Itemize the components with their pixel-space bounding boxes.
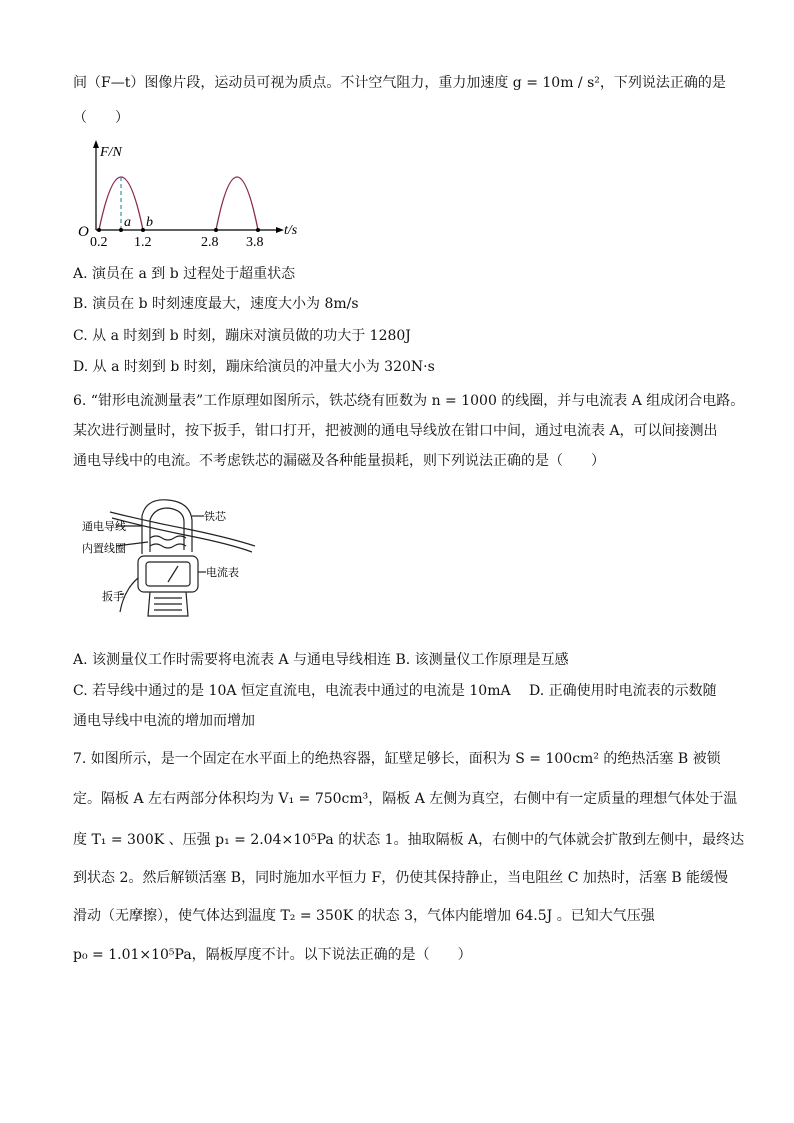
graph-x-arrow xyxy=(276,227,284,233)
label-inner-coil: 内置线圈 xyxy=(82,543,126,555)
clamp-meter-diagram xyxy=(80,494,270,618)
q5-option-a: A. 演员在 a 到 b 过程处于超重状态 xyxy=(73,266,296,282)
q7-line-2: 定。隔板 A 左右两部分体积均为 V₁ = 750cm³，隔板 A 左侧为真空，右侧中有一定质量的理想气体处于温 xyxy=(73,791,738,807)
graph-dot-0-2 xyxy=(97,228,101,232)
graph-dot-3-8 xyxy=(256,228,260,232)
graph-dot-2-8 xyxy=(214,228,218,232)
graph-tick-2-8: 2.8 xyxy=(201,235,219,250)
coil-windings xyxy=(150,536,186,540)
q5-option-d: D. 从 a 时刻到 b 时刻，蹦床给演员的冲量大小为 320N·s xyxy=(73,359,435,375)
q7-line-1: 7. 如图所示，是一个固定在水平面上的绝热容器，缸壁足够长，面积为 S = 100cm² 的绝热活塞 B 被锁 xyxy=(73,751,721,767)
q7-line-6: p₀ = 1.01×10⁵Pa，隔板厚度不计。以下说法正确的是（ ） xyxy=(73,947,472,963)
graph-label-a: a xyxy=(124,215,131,230)
q7-line-4: 到状态 2。然后解锁活塞 B，同时施加水平恒力 F，仍使其保持静止，当电阻丝 C 加热时，活塞 B 能缓慢 xyxy=(73,870,729,886)
q6-line-3: 通电导线中的电流。不考虑铁芯的漏磁及各种能量损耗，则下列说法正确的是（ ） xyxy=(73,453,605,469)
iron-core-inner xyxy=(150,508,184,552)
graph-tick-3-8: 3.8 xyxy=(246,235,264,250)
q6-options-line-2: C. 若导线中通过的是 10A 恒定直流电，电流表中通过的电流是 10mA D. 正确使用时电流表的示数随 xyxy=(73,683,717,699)
q7-line-3: 度 T₁ = 300K 、压强 p₁ = 2.04×10⁵Pa 的状态 1。抽取隔板 A，右侧中的气体就会扩散到左侧中，最终达 xyxy=(73,832,745,848)
graph-dot-a xyxy=(119,228,123,232)
graph-origin: O xyxy=(78,224,89,240)
graph-tick-0-2: 0.2 xyxy=(90,235,108,250)
q5-intro: 间（F—t）图像片段，运动员可视为质点。不计空气阻力，重力加速度 g = 10m / s²，下列说法正确的是 xyxy=(73,75,726,91)
graph-tick-1-2: 1.2 xyxy=(134,235,152,250)
ammeter-face xyxy=(146,562,190,586)
force-time-graph xyxy=(70,138,310,250)
graph-label-b: b xyxy=(146,215,153,230)
q5-option-c: C. 从 a 时刻到 b 时刻，蹦床对演员做的功大于 1280J xyxy=(73,328,411,344)
graph-curve-2 xyxy=(216,177,258,230)
q7-line-5: 滑动（无摩擦），使气体达到温度 T₂ = 350K 的状态 3，气体内能增加 64.5J 。已知大气压强 xyxy=(73,908,655,924)
q6-line-1: 6. “钳形电流测量表”工作原理如图所示，铁芯绕有匝数为 n = 1000 的线圈，并与电流表 A 组成闭合电路。 xyxy=(73,393,745,409)
label-wrench: 扳手 xyxy=(102,591,124,603)
q5-answer-paren: （ ） xyxy=(73,110,129,126)
label-current-wire: 通电导线 xyxy=(82,521,126,533)
graph-y-label: F/N xyxy=(100,145,122,160)
current-wire xyxy=(110,512,255,546)
q6-options-line-1: A. 该测量仪工作时需要将电流表 A 与通电导线相连 B. 该测量仪工作原理是互感 xyxy=(73,652,569,668)
q6-options-line-3: 通电导线中电流的增加而增加 xyxy=(73,713,255,729)
graph-dot-b xyxy=(141,228,145,232)
q6-line-2: 某次进行测量时，按下扳手，钳口打开，把被测的通电导线放在钳口中间，通过电流表 A，可以间接测出 xyxy=(73,423,718,439)
label-ammeter: 电流表 xyxy=(206,567,239,579)
label-iron-core: 铁芯 xyxy=(204,511,226,523)
graph-x-label: t/s xyxy=(284,223,298,238)
graph-y-arrow xyxy=(93,140,99,148)
q5-option-b: B. 演员在 b 时刻速度最大，速度大小为 8m/s xyxy=(73,296,359,312)
